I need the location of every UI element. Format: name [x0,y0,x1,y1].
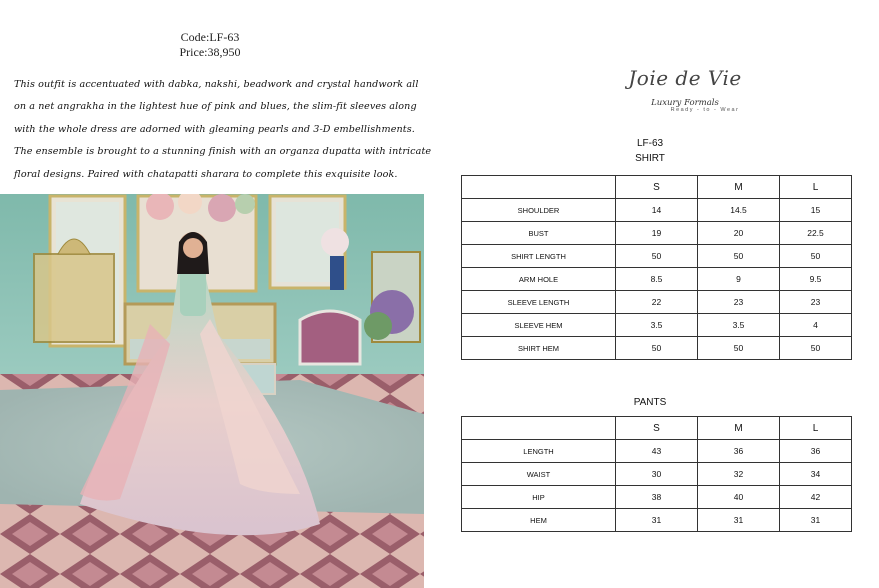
description-line: This outfit is accentuated with dabka, nakshi, beadwork and crystal handwork all [14,79,419,90]
size-m-value: 31 [698,509,780,532]
product-photo [0,194,424,588]
row-label: BUST [462,222,616,245]
size-m-value: 23 [698,291,780,314]
brand-tag: Ready - to - Wear [670,107,740,113]
description-line: with the whole dress are adorned with gleaming pearls and 3-D embellishments. [14,123,415,135]
shirt-size-table [461,175,852,360]
product-code: Code:LF-63 [180,30,240,44]
product-price: Price:38,950 [179,45,241,59]
size-s-value: 38 [616,486,698,509]
row-label: LENGTH [462,440,616,463]
table-row [462,199,852,222]
size-s-value: 22 [616,291,698,314]
header-cell [462,176,616,199]
header-cell: L [780,176,852,199]
size-l-value: 4 [780,314,852,337]
pants-title: PANTS [633,397,667,408]
size-l-value: 50 [780,337,852,360]
size-m-value: 50 [698,245,780,268]
table-row [462,268,852,291]
pants-size-table [461,416,852,532]
shirt-title: SHIRT [635,153,665,164]
size-m-value: 3.5 [698,314,780,337]
row-label: WAIST [462,463,616,486]
header-cell: M [698,417,780,440]
table-header-row [462,417,852,440]
size-m-value: 36 [698,440,780,463]
row-label: ARM HOLE [462,268,616,291]
table-row [462,463,852,486]
row-label: SLEEVE HEM [462,314,616,337]
table-row [462,337,852,360]
brand-logo [560,66,810,113]
row-label: SHOULDER [462,199,616,222]
table-header-row [462,176,852,199]
size-l-value: 50 [780,245,852,268]
table-row [462,314,852,337]
table-row [462,245,852,268]
size-m-value: 20 [698,222,780,245]
size-m-value: 9 [698,268,780,291]
size-s-value: 30 [616,463,698,486]
table-row [462,486,852,509]
size-l-value: 34 [780,463,852,486]
table-row [462,509,852,532]
description-line: floral designs. Paired with chatapatti sharara to complete this exquisite look. [14,168,398,180]
row-label: HEM [462,509,616,532]
size-l-value: 42 [780,486,852,509]
brand-name: Joie de Vie [628,66,742,90]
size-m-value: 50 [698,337,780,360]
size-l-value: 23 [780,291,852,314]
size-l-value: 9.5 [780,268,852,291]
row-label: SHIRT LENGTH [462,245,616,268]
description-line: on a net angrakha in the lightest hue of pink and blues, the slim-fit sleeves along [14,101,417,113]
size-s-value: 19 [616,222,698,245]
row-label: SHIRT HEM [462,337,616,360]
size-s-value: 50 [616,337,698,360]
table-row [462,222,852,245]
row-label: SLEEVE LENGTH [462,291,616,314]
product-code-price [150,30,270,60]
size-l-value: 15 [780,199,852,222]
size-m-value: 40 [698,486,780,509]
size-s-value: 43 [616,440,698,463]
header-cell [462,417,616,440]
header-cell: L [780,417,852,440]
table-row [462,440,852,463]
header-cell: S [616,417,698,440]
header-cell: M [698,176,780,199]
size-s-value: 8.5 [616,268,698,291]
size-m-value: 14.5 [698,199,780,222]
size-l-value: 22.5 [780,222,852,245]
size-l-value: 31 [780,509,852,532]
row-label: HIP [462,486,616,509]
table-row [462,291,852,314]
size-s-value: 31 [616,509,698,532]
description-line: The ensemble is brought to a stunning finish with an organza dupatta with intricate [14,146,432,158]
size-s-value: 50 [616,245,698,268]
shirt-code: LF-63 [636,138,664,149]
size-l-value: 36 [780,440,852,463]
size-s-value: 3.5 [616,314,698,337]
header-cell: S [616,176,698,199]
size-s-value: 14 [616,199,698,222]
brand-line: Luxury Formals [651,98,719,108]
size-m-value: 32 [698,463,780,486]
product-description [14,74,434,186]
